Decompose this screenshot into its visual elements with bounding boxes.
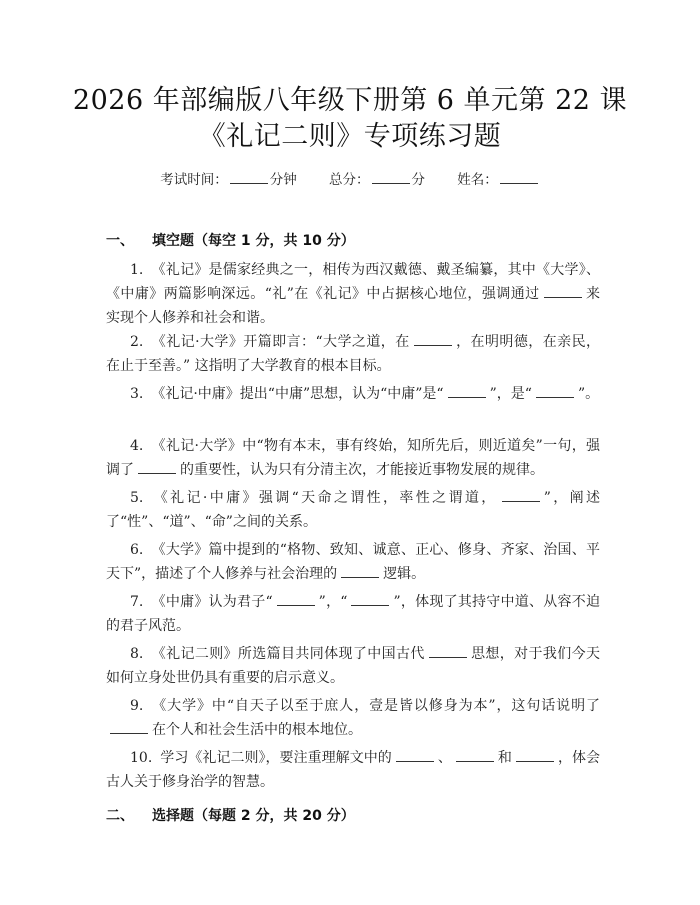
- question-8: [106, 642, 600, 690]
- question-text: 逻辑。: [383, 566, 426, 582]
- answer-blank[interactable]: [396, 748, 434, 762]
- question-text: ，体会古人关于修身治学的智慧。: [106, 750, 601, 790]
- answer-blank[interactable]: [456, 748, 494, 762]
- section-heading-fill-blank: [106, 230, 355, 250]
- question-4: [106, 434, 600, 482]
- page-title-line-2: 《礼记二则》专项练习题: [198, 121, 502, 152]
- question-text: 在个人和社会生活中的根本地位。: [152, 722, 362, 738]
- question-text: 的重要性，认为只有分清主次，才能接近事物发展的规律。: [180, 462, 544, 478]
- question-1: [106, 258, 600, 330]
- question-text: 《礼记·中庸》提出“中庸”思想，认为“中庸”是“: [151, 386, 444, 402]
- question-text: 思想，对于我们今天如何立身处世仍具有重要的启示意义。: [106, 646, 601, 686]
- section-title: 填空题（每空 1 分，共 10 分）: [152, 233, 355, 249]
- answer-blank[interactable]: [414, 332, 452, 346]
- total-score-field: [329, 168, 425, 188]
- question-number: 4.: [130, 438, 144, 454]
- question-6: [106, 538, 600, 586]
- question-text: 和: [497, 750, 512, 766]
- question-text: 学习《礼记二则》，要注重理解文中的: [160, 750, 392, 766]
- answer-blank[interactable]: [544, 284, 582, 298]
- question-text: 《礼记二则》所选篇目共同体现了中国古代: [151, 646, 425, 662]
- answer-blank[interactable]: [429, 644, 467, 658]
- name-field: [457, 168, 540, 188]
- question-text: 《礼记·大学》开篇即言：“大学之道，在: [151, 334, 410, 350]
- question-9: [106, 694, 600, 742]
- question-number: 9.: [130, 698, 144, 714]
- question-text: 《大学》中“自天子以至于庶人，壹是皆以修身为本”，这句话说明了: [151, 698, 600, 714]
- question-number: 3.: [130, 386, 144, 402]
- question-number: 2.: [130, 334, 144, 350]
- question-number: 6.: [130, 542, 144, 558]
- question-text: 、: [437, 750, 452, 766]
- answer-blank[interactable]: [448, 384, 486, 398]
- question-number: 1.: [130, 262, 144, 278]
- question-text: ”，“: [318, 594, 348, 610]
- exam-time-label: 考试时间：: [160, 172, 228, 188]
- total-score-unit: 分: [411, 172, 425, 188]
- name-label: 姓名：: [457, 172, 498, 188]
- answer-blank[interactable]: [536, 384, 574, 398]
- answer-blank[interactable]: [138, 460, 176, 474]
- question-text: 《中庸》认为君子“: [151, 594, 273, 610]
- question-text: 《礼记》是儒家经典之一，相传为西汉戴德、戴圣编纂，其中《大学》、《中庸》两篇影响深远。“礼”在《礼记》中占据核心地位，强调通过: [106, 262, 600, 302]
- question-text: 来实现个人修养和社会和谐。: [106, 286, 600, 326]
- question-text: 《大学》篇中提到的“格物、致知、诚意、正心、修身、齐家、治国、平天下”，描述了个人修养与社会治理的: [106, 542, 600, 582]
- exam-time-blank[interactable]: [230, 171, 268, 184]
- question-number: 7.: [130, 594, 144, 610]
- question-number: 5.: [130, 490, 144, 506]
- answer-blank[interactable]: [516, 748, 554, 762]
- question-text: ”，体现了其持守中道、从容不迫的君子风范。: [106, 594, 600, 634]
- answer-blank[interactable]: [502, 488, 540, 502]
- question-text: 《礼记·中庸》强调“天命之谓性，率性之谓道，: [151, 490, 498, 506]
- exam-info-row: [0, 168, 700, 188]
- question-3: [106, 382, 600, 406]
- question-number: 8.: [130, 646, 144, 662]
- question-text: 《礼记·大学》中“物有本末，事有终始，知所先后，则近道矣”一句，强调了: [106, 438, 600, 478]
- section-number: 一、: [106, 233, 134, 249]
- answer-blank[interactable]: [341, 564, 379, 578]
- exam-time-field: [160, 168, 297, 188]
- total-score-label: 总分：: [329, 172, 370, 188]
- section-title: 选择题（每题 2 分，共 20 分）: [152, 808, 355, 824]
- total-score-blank[interactable]: [372, 171, 410, 184]
- answer-blank[interactable]: [351, 592, 389, 606]
- section-heading-multiple-choice: [106, 805, 355, 825]
- question-text: ”，阐述了“性”、“道”、“命”之间的关系。: [106, 490, 600, 530]
- question-2: [106, 330, 600, 378]
- question-text: ”，是“: [489, 386, 532, 402]
- question-text: ，在明明德，在亲民，在止于至善。” 这指明了大学教育的根本目标。: [106, 334, 600, 374]
- answer-blank[interactable]: [277, 592, 315, 606]
- question-text: ”。: [577, 386, 600, 402]
- answer-blank[interactable]: [110, 720, 148, 734]
- question-7: [106, 590, 600, 638]
- question-5: [106, 486, 600, 534]
- exam-time-unit: 分钟: [269, 172, 297, 188]
- section-number: 二、: [106, 808, 134, 824]
- name-blank[interactable]: [500, 171, 538, 184]
- question-10: [106, 746, 600, 794]
- page-title-line-1: 2026 年部编版八年级下册第 6 单元第 22 课: [72, 85, 628, 116]
- question-number: 10.: [130, 750, 153, 766]
